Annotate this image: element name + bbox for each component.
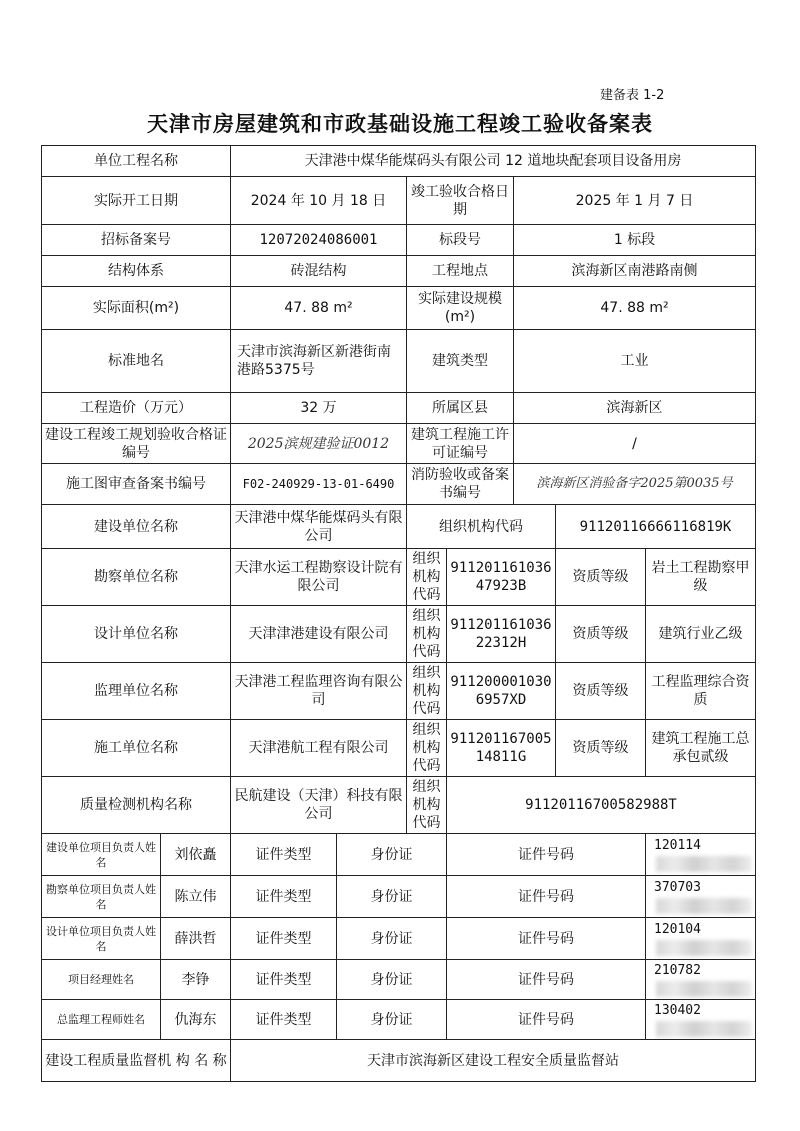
label-address: 标准地名 xyxy=(42,330,231,393)
row-area xyxy=(42,287,756,330)
id-type-value: 身份证 xyxy=(337,1000,447,1040)
label-fire: 消防验收或备案书编号 xyxy=(407,464,514,505)
row-project-name xyxy=(42,146,756,177)
row-drawing xyxy=(42,464,756,505)
id-number xyxy=(646,960,756,1000)
label-supervision-station: 建设工程质量监督机 构 名 称 xyxy=(42,1040,231,1082)
label-building-type: 建筑类型 xyxy=(407,330,514,393)
label-construct: 施工单位名称 xyxy=(42,720,231,777)
id-type-value: 身份证 xyxy=(337,960,447,1000)
id-number xyxy=(646,876,756,918)
redacted-blur xyxy=(656,898,752,914)
value-supervise-code: 911200001030 6957XD xyxy=(447,663,556,720)
label-section-no: 标段号 xyxy=(407,225,514,256)
value-location: 滨海新区南港路南侧 xyxy=(514,256,756,287)
label-supervise: 监理单位名称 xyxy=(42,663,231,720)
label-location: 工程地点 xyxy=(407,256,514,287)
label-construct-code: 组织机构代码 xyxy=(407,720,447,777)
person-row xyxy=(42,960,756,1000)
redacted-blur xyxy=(656,856,752,872)
label-survey: 勘察单位名称 xyxy=(42,549,231,606)
row-structure xyxy=(42,256,756,287)
value-builder-code: 91120116666116819K xyxy=(556,505,756,549)
label-cost: 工程造价（万元） xyxy=(42,393,231,424)
id-number-label: 证件号码 xyxy=(447,876,646,918)
value-plan-cert-handwritten: 2025滨规建验证0012 xyxy=(231,424,407,464)
row-design xyxy=(42,606,756,663)
label-project-name: 单位工程名称 xyxy=(42,146,231,177)
id-number-prefix: 120104 xyxy=(654,922,701,937)
value-testing-name: 民航建设（天津）科技有限公司 xyxy=(231,777,407,834)
id-number-prefix: 370703 xyxy=(654,880,701,895)
value-area: 47. 88 m² xyxy=(231,287,407,330)
value-district: 滨海新区 xyxy=(514,393,756,424)
row-tender xyxy=(42,225,756,256)
id-number xyxy=(646,918,756,960)
person-row xyxy=(42,918,756,960)
person-name: 刘依矗 xyxy=(161,834,231,876)
id-type-label: 证件类型 xyxy=(231,960,337,1000)
page-title: 天津市房屋建筑和市政基础设施工程竣工验收备案表 xyxy=(147,112,653,136)
redacted-blur xyxy=(656,981,752,997)
label-scale: 实际建设规模(m²) xyxy=(407,287,514,330)
person-name: 仇海东 xyxy=(161,1000,231,1040)
row-address xyxy=(42,330,756,393)
value-start-date: 2024 年 10 月 18 日 xyxy=(231,177,407,225)
id-number xyxy=(646,834,756,876)
label-survey-qual: 资质等级 xyxy=(556,549,646,606)
value-construct-name: 天津港航工程有限公司 xyxy=(231,720,407,777)
label-drawing: 施工图审查备案书编号 xyxy=(42,464,231,505)
id-number-prefix: 210782 xyxy=(654,963,701,978)
value-survey-code: 91120116103647923B xyxy=(447,549,556,606)
label-structure: 结构体系 xyxy=(42,256,231,287)
label-plan-cert: 建设工程竣工规划验收合格证编号 xyxy=(42,424,231,464)
value-design-code: 91120116103622312H xyxy=(447,606,556,663)
id-number-label: 证件号码 xyxy=(447,834,646,876)
row-supervision-station xyxy=(42,1040,756,1082)
value-survey-qual: 岩土工程勘察甲级 xyxy=(646,549,756,606)
id-number-label: 证件号码 xyxy=(447,1000,646,1040)
id-type-label: 证件类型 xyxy=(231,834,337,876)
value-cost: 32 万 xyxy=(231,393,407,424)
person-name: 薛洪哲 xyxy=(161,918,231,960)
label-supervise-code: 组织机构代码 xyxy=(407,663,447,720)
person-role: 勘察单位项目负责人姓名 xyxy=(42,876,161,918)
person-role: 设计单位项目负责人姓名 xyxy=(42,918,161,960)
id-type-value: 身份证 xyxy=(337,834,447,876)
person-row xyxy=(42,876,756,918)
label-testing: 质量检测机构名称 xyxy=(42,777,231,834)
person-row xyxy=(42,1000,756,1040)
value-fire-handwritten: 滨海新区消验备字2025第0035号 xyxy=(514,464,756,505)
id-number xyxy=(646,1000,756,1040)
value-building-type: 工业 xyxy=(514,330,756,393)
id-number-label: 证件号码 xyxy=(447,960,646,1000)
value-supervise-qual: 工程监理综合资质 xyxy=(646,663,756,720)
row-construct xyxy=(42,720,756,777)
row-survey xyxy=(42,549,756,606)
person-name: 陈立伟 xyxy=(161,876,231,918)
value-tender-no: 12072024086001 xyxy=(231,225,407,256)
value-address: 天津市滨海新区新港街南港路5375号 xyxy=(231,330,407,393)
label-design: 设计单位名称 xyxy=(42,606,231,663)
id-number-prefix: 130402 xyxy=(654,1003,701,1018)
person-role: 项目经理姓名 xyxy=(42,960,161,1000)
id-type-label: 证件类型 xyxy=(231,1000,337,1040)
label-construct-qual: 资质等级 xyxy=(556,720,646,777)
row-plan-cert xyxy=(42,424,756,464)
value-scale: 47. 88 m² xyxy=(514,287,756,330)
label-start-date: 实际开工日期 xyxy=(42,177,231,225)
row-cost xyxy=(42,393,756,424)
id-number-prefix: 120114 xyxy=(654,838,701,853)
person-row xyxy=(42,834,756,876)
value-supervise-name: 天津港工程监理咨询有限公司 xyxy=(231,663,407,720)
id-number-label: 证件号码 xyxy=(447,918,646,960)
value-supervision-station: 天津市滨海新区建设工程安全质量监督站 xyxy=(231,1040,756,1082)
row-supervise xyxy=(42,663,756,720)
value-permit: / xyxy=(514,424,756,464)
label-tender-no: 招标备案号 xyxy=(42,225,231,256)
row-builder xyxy=(42,505,756,549)
value-section-no: 1 标段 xyxy=(514,225,756,256)
value-builder-name: 天津港中煤华能煤码头有限公司 xyxy=(231,505,407,549)
id-type-label: 证件类型 xyxy=(231,918,337,960)
value-construct-code: 91120116700514811G xyxy=(447,720,556,777)
label-design-qual: 资质等级 xyxy=(556,606,646,663)
value-structure: 砖混结构 xyxy=(231,256,407,287)
label-supervise-qual: 资质等级 xyxy=(556,663,646,720)
id-type-value: 身份证 xyxy=(337,918,447,960)
person-role: 建设单位项目负责人姓名 xyxy=(42,834,161,876)
redacted-blur xyxy=(656,940,752,956)
label-accept-date: 竣工验收合格日期 xyxy=(407,177,514,225)
label-builder: 建设单位名称 xyxy=(42,505,231,549)
value-design-name: 天津津港建设有限公司 xyxy=(231,606,407,663)
label-testing-code: 组织机构代码 xyxy=(407,777,447,834)
record-form-table xyxy=(41,145,756,1082)
value-testing-code: 91120116700582988T xyxy=(447,777,756,834)
value-survey-name: 天津水运工程勘察设计院有限公司 xyxy=(231,549,407,606)
value-construct-qual: 建筑工程施工总承包贰级 xyxy=(646,720,756,777)
row-dates xyxy=(42,177,756,225)
label-builder-code: 组织机构代码 xyxy=(407,505,556,549)
label-district: 所属区县 xyxy=(407,393,514,424)
person-role: 总监理工程师姓名 xyxy=(42,1000,161,1040)
redacted-blur xyxy=(656,1021,752,1037)
value-drawing: F02-240929-13-01-6490 xyxy=(231,464,407,505)
id-type-label: 证件类型 xyxy=(231,876,337,918)
value-project-name: 天津港中煤华能煤码头有限公司 12 道地块配套项目设备用房 xyxy=(231,146,756,177)
value-accept-date: 2025 年 1 月 7 日 xyxy=(514,177,756,225)
label-permit: 建筑工程施工许可证编号 xyxy=(407,424,514,464)
label-area: 实际面积(m²) xyxy=(42,287,231,330)
person-name: 李铮 xyxy=(161,960,231,1000)
id-type-value: 身份证 xyxy=(337,876,447,918)
label-design-code: 组织机构代码 xyxy=(407,606,447,663)
form-number: 建备表 1-2 xyxy=(600,88,665,103)
label-survey-code: 组织机构代码 xyxy=(407,549,447,606)
value-design-qual: 建筑行业乙级 xyxy=(646,606,756,663)
row-testing xyxy=(42,777,756,834)
